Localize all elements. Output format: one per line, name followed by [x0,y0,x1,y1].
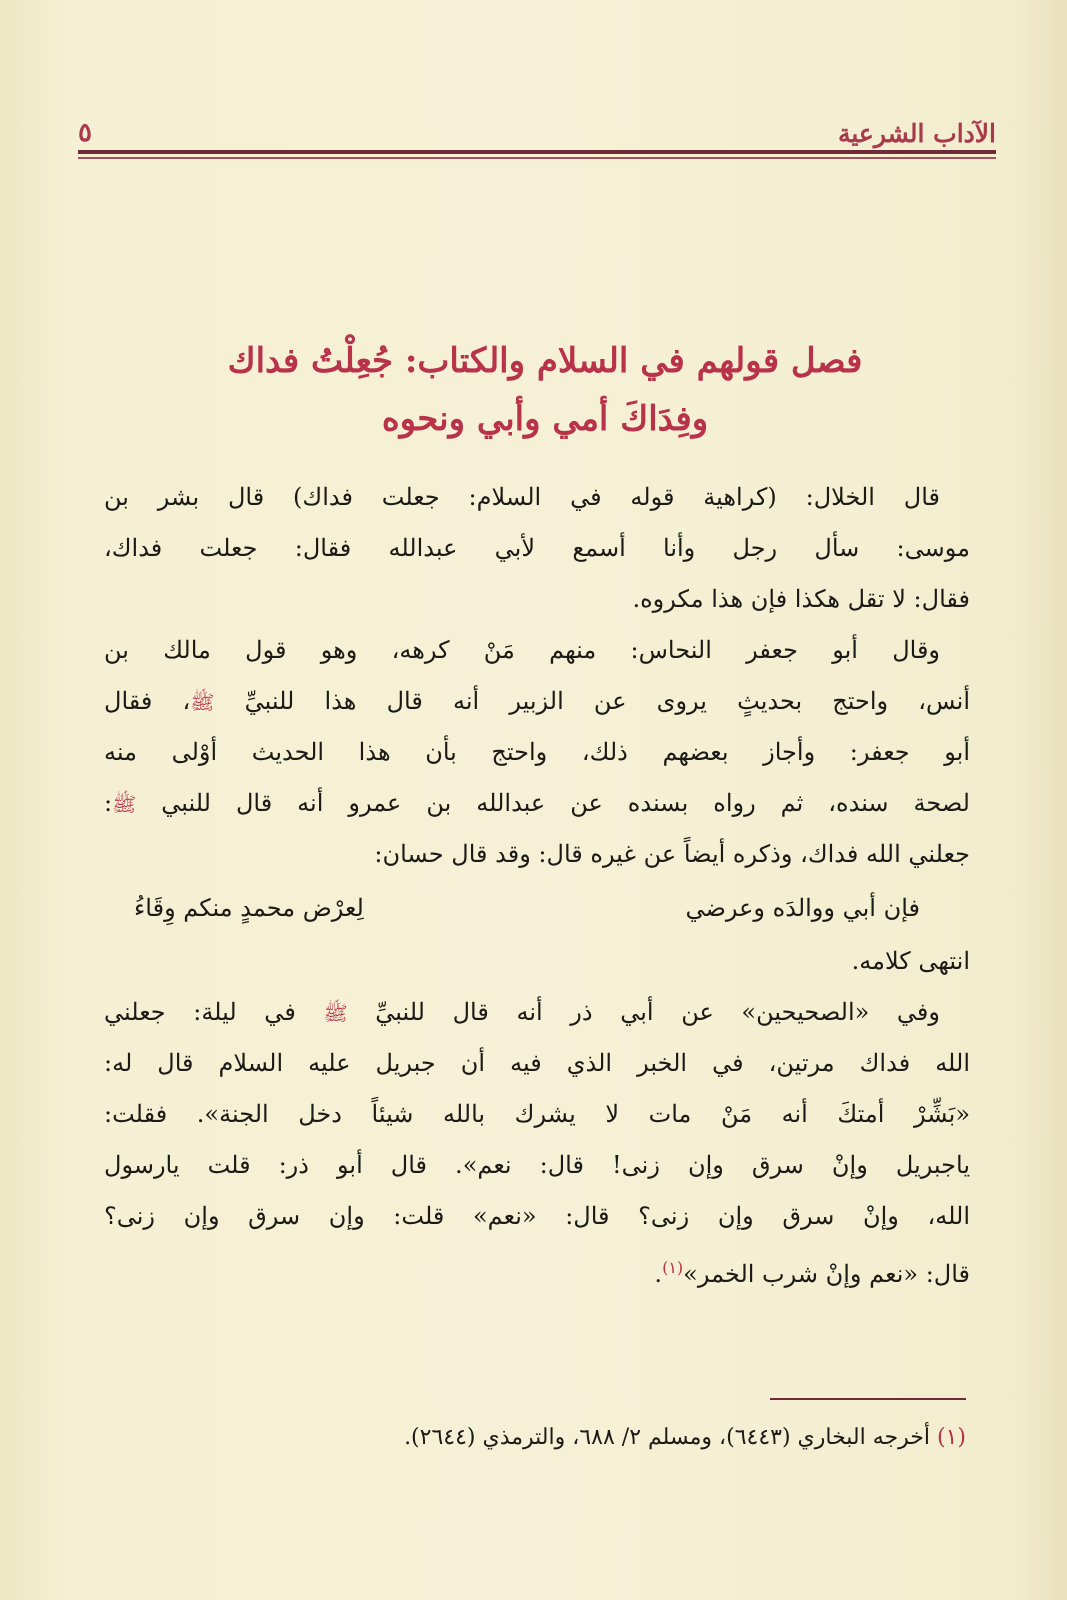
paragraph-2-line-5: جعلني الله فداك، وذكره أيضاً عن غيره قال: وقد قال حسان: [374,840,970,868]
running-title: الآداب الشرعية [837,119,996,148]
paragraph-2-line-2 [104,676,970,727]
footnote [160,1420,966,1456]
paragraph-1-line-2: موسى: سأل رجل وأنا أسمع لأبي عبدالله فقال: جعلت فداك، [104,534,970,562]
paragraph-1-line-1: قال الخلال: (كراهية قوله في السلام: جعلت فداك) قال بشر بن [104,483,940,511]
paragraph-2-line-4-text: لصحة سنده، ثم رواه بسنده عن عبدالله بن عمرو أنه قال للنبي [161,789,970,817]
paragraph-2-line-2-end: ، فقال [104,687,191,715]
footnote-number: (١) [936,1425,966,1450]
salawat-glyph: ﷺ [323,1001,348,1025]
footnote-text: أخرجه البخاري (٦٤٤٣)، ومسلم ٢/ ٦٨٨، والترمذي (٢٦٤٤). [404,1425,930,1450]
paragraph-2-line-2-text: أنس، واحتج بحديثٍ يروى عن الزبير أنه قال هذا للنبيِّ [244,687,970,715]
main-text [104,472,970,1293]
paragraph-2-line-4 [104,778,970,829]
paragraph-3-line-6 [104,1242,970,1293]
paragraph-3-line-1 [104,987,970,1038]
heading-line-1: فصل قولهم في السلام والكتاب: جُعِلْتُ فداك [227,341,863,381]
paragraph-3-line-6-end: . [654,1260,663,1288]
section-heading [120,332,970,448]
footnote-separator [770,1398,966,1400]
paragraph-3-line-6-text: قال: «نعم وإنْ شرب الخمر» [683,1260,970,1288]
paragraph-1-line-3: فقال: لا تقل هكذا فإن هذا مكروه. [632,585,970,613]
paragraph-2-line-4-end: : [104,789,113,817]
heading-line-2: وفِدَاكَ أمي وأبي ونحوه [381,399,709,439]
poem-hemistich-2: لِعرْض محمدٍ منكم وِقَاءُ [134,894,364,922]
paragraph-2-line-3: أبو جعفر: وأجاز بعضهم ذلك، واحتج بأن هذا الحديث أوْلى منه [104,738,970,766]
salawat-glyph: ﷺ [112,792,137,816]
paragraph-2-closing: انتهى كلامه. [851,947,970,975]
poem-verse [104,880,970,936]
paragraph-2-line-1: وقال أبو جعفر النحاس: منهم مَنْ كرهه، وهو قول مالك بن [104,636,941,664]
paragraph-3-line-4: ياجبريل وإنْ سرق وإن زنى! قال: نعم». قال أبو ذر: قلت يارسول [104,1151,971,1179]
page-number: ٥ [78,118,92,148]
paragraph-3-line-2: الله فداك مرتين، في الخبر الذي فيه أن جبريل عليه السلام قال له: [104,1049,970,1077]
paragraph-3-line-3: «بَشِّرْ أمتكَ أنه مَنْ مات لا يشرك بالله شيئاً دخل الجنة». فقلت: [104,1100,970,1128]
header-rule-thick [78,150,996,154]
header-rule-thin [78,157,996,159]
page-header [78,108,996,148]
poem-hemistich-1: فإن أبي ووالدَه وعرضي [685,894,920,922]
paragraph-3-line-1-text: وفي «الصحيحين» عن أبي ذر أنه قال للنبيِّ [375,998,940,1026]
salawat-glyph: ﷺ [190,690,215,714]
footnote-reference[interactable]: (١) [662,1258,684,1277]
paragraph-3-line-5: الله، وإنْ سرق وإن زنى؟ قال: «نعم» قلت: وإن سرق وإن زنى؟ [104,1202,970,1230]
paragraph-3-line-1-end: في ليلة: جعلني [104,998,296,1026]
